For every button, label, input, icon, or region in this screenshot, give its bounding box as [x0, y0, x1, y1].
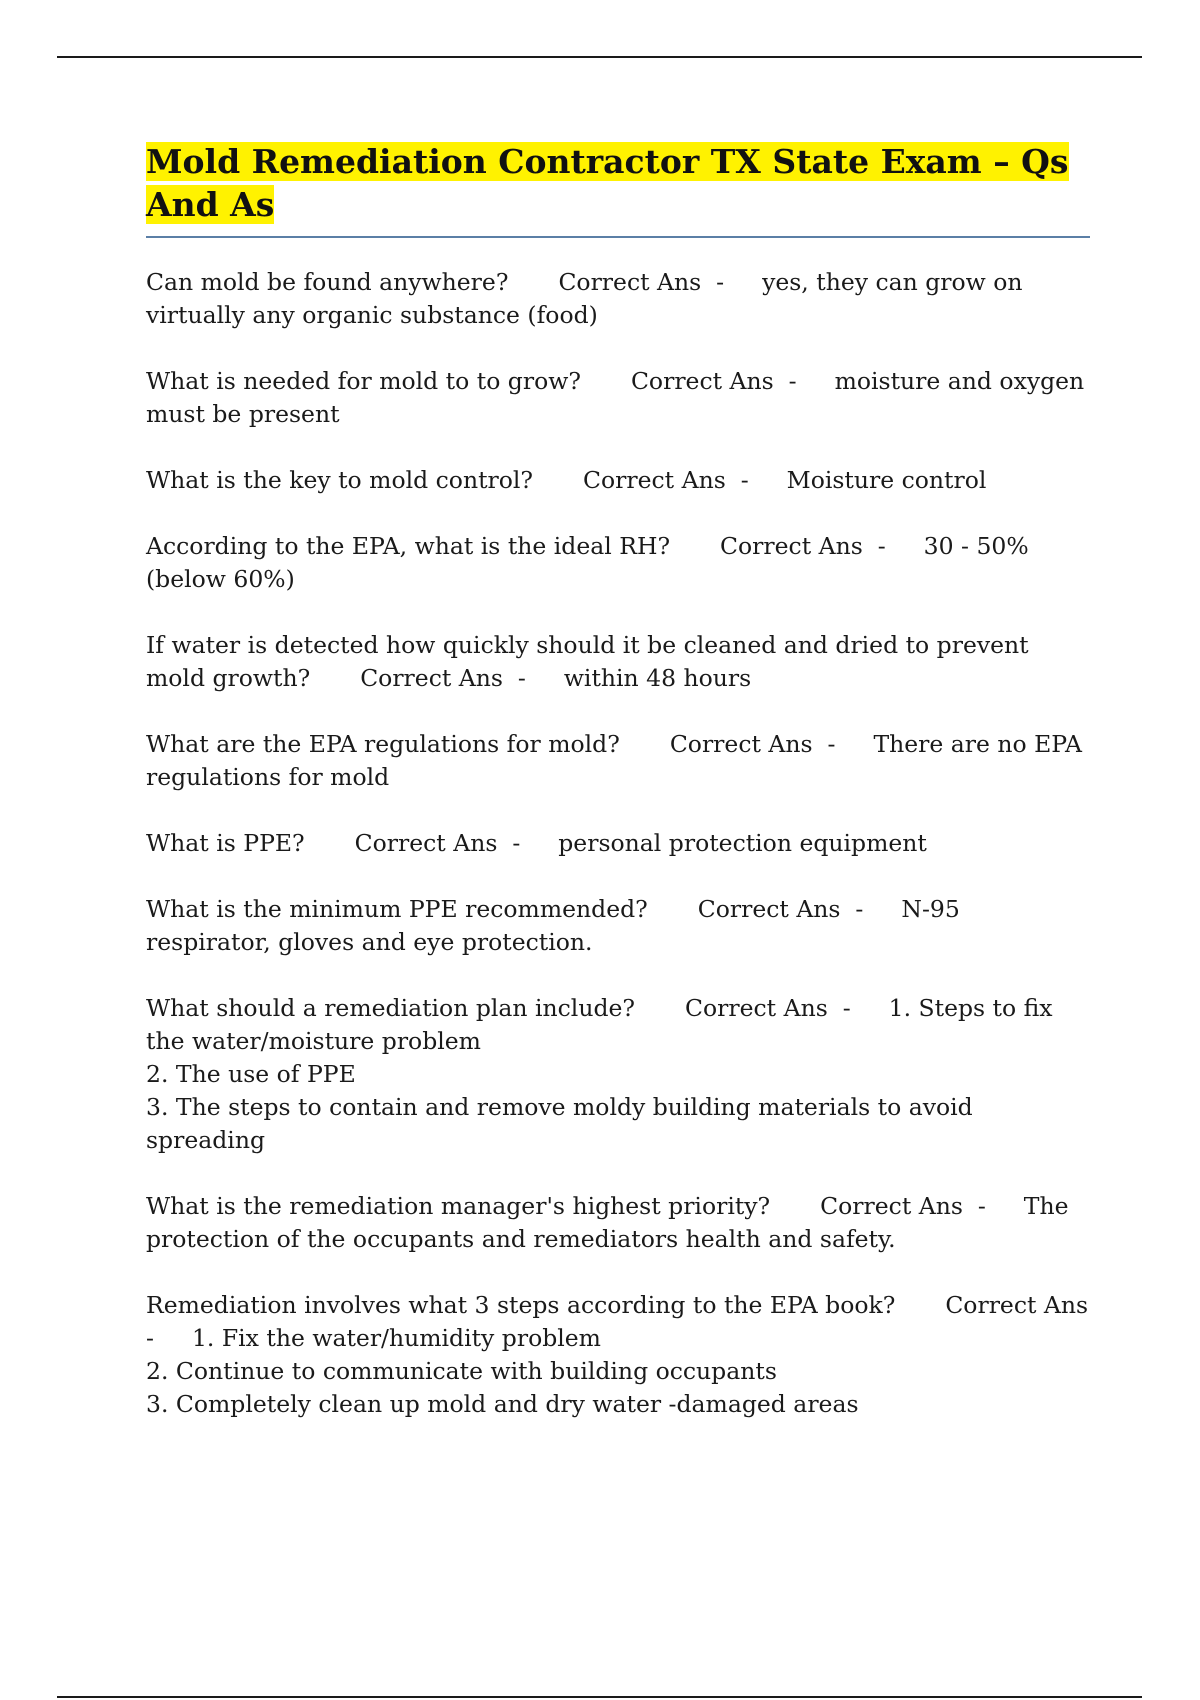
page-top-rule — [57, 56, 1142, 58]
answer: The protection of the occupants and remediators health and safety. — [146, 1192, 1076, 1253]
page-bottom-rule — [57, 1696, 1142, 1698]
question: What should a remediation plan include? — [146, 994, 636, 1022]
answer-label: Correct Ans - — [558, 268, 725, 296]
answer: 30 - 50% (below 60%) — [146, 532, 1037, 593]
answer-label: Correct Ans - — [354, 829, 521, 857]
answer: There are no EPA regulations for mold — [146, 730, 1090, 791]
question: Remediation involves what 3 steps according to the EPA book? — [146, 1291, 896, 1319]
question: If water is detected how quickly should it be cleaned and dried to prevent mold growth? — [146, 631, 1037, 692]
question: What is the key to mold control? — [146, 466, 534, 494]
qa-item — [146, 530, 1090, 596]
document-title — [146, 140, 1090, 226]
question: What are the EPA regulations for mold? — [146, 730, 620, 758]
answer: 1. Steps to fix the water/moisture problem 2. The use of PPE 3. The steps to contain and remove moldy building materials to avoid spreading — [146, 994, 1053, 1154]
answer: moisture and oxygen must be present — [146, 367, 1092, 428]
answer: personal protection equipment — [558, 829, 927, 857]
answer: yes, they can grow on virtually any organic substance (food) — [146, 268, 1031, 329]
answer: Moisture control — [786, 466, 987, 494]
qa-item — [146, 464, 1090, 497]
title-underline — [146, 236, 1090, 238]
question: What is needed for mold to to grow? — [146, 367, 581, 395]
document-title-text: Mold Remediation Contractor TX State Exam – Qs And As — [146, 142, 1069, 224]
answer: within 48 hours — [563, 664, 752, 692]
answer: N-95 respirator, gloves and eye protection. — [146, 895, 968, 956]
answer-label: Correct Ans - — [720, 532, 886, 560]
qa-item — [146, 266, 1090, 332]
question: What is PPE? — [146, 829, 305, 857]
qa-item — [146, 893, 1090, 959]
document-body — [146, 140, 1104, 1454]
qa-item — [146, 365, 1090, 431]
question: What is the remediation manager's highest priority? — [146, 1192, 771, 1220]
answer-label: Correct Ans - — [583, 466, 749, 494]
qa-item — [146, 1289, 1104, 1421]
answer-label: Correct Ans - — [360, 664, 526, 692]
qa-item — [146, 728, 1090, 794]
answer-label: Correct Ans - — [669, 730, 836, 758]
answer: 1. Fix the water/humidity problem 2. Continue to communicate with building occupants 3. Completely clean up mold and dry water -damaged areas — [146, 1324, 859, 1418]
question: According to the EPA, what is the ideal RH? — [146, 532, 671, 560]
answer-label: Correct Ans - — [820, 1192, 986, 1220]
qa-item — [146, 827, 1090, 860]
qa-item — [146, 1190, 1090, 1256]
qa-list — [146, 266, 1104, 1421]
answer-label: Correct Ans - — [630, 367, 797, 395]
qa-item — [146, 992, 1090, 1157]
answer-label: Correct Ans - — [146, 1291, 1104, 1352]
qa-item — [146, 629, 1090, 695]
question: What is the minimum PPE recommended? — [146, 895, 648, 923]
answer-label: Correct Ans - — [685, 994, 851, 1022]
question: Can mold be found anywhere? — [146, 268, 509, 296]
answer-label: Correct Ans - — [697, 895, 864, 923]
